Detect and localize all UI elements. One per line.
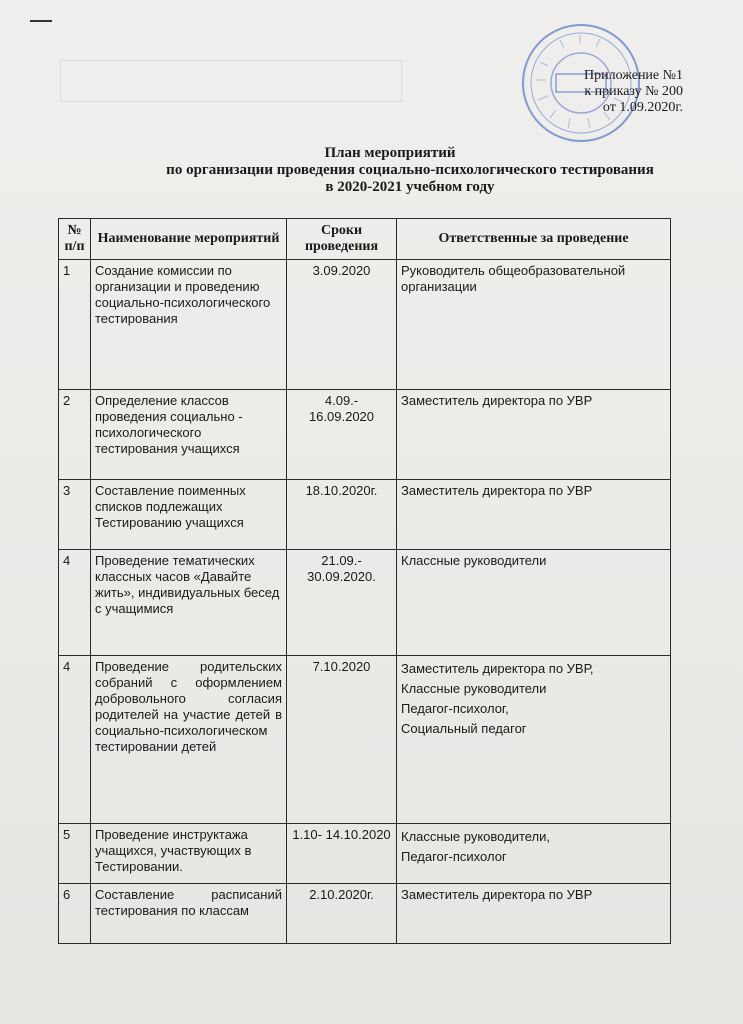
table-row	[59, 884, 671, 944]
appendix-line-1: Приложение №1	[584, 68, 683, 83]
responsible-line: Классные руководители,	[401, 829, 551, 844]
appendix-note	[584, 68, 683, 116]
responsible-line: Заместитель директора по УВР	[401, 887, 593, 902]
row-dates: 2.10.2020г.	[287, 884, 397, 944]
bleed-through	[60, 60, 402, 102]
appendix-line-3: от 1.09.2020г.	[602, 100, 683, 115]
responsible-line: Педагог-психолог,	[401, 701, 509, 716]
header-dates: Сроки проведения	[287, 219, 397, 260]
subtitle-line-1: по организации проведения социально-психологического тестирования	[166, 162, 654, 178]
subtitle-line-2: в 2020-2021 учебном году	[325, 179, 495, 195]
row-name: Составление поименных списков подлежащих Тестированию учащихся	[91, 480, 287, 550]
table-row	[59, 824, 671, 884]
header-responsible: Ответственные за проведение	[397, 219, 671, 260]
header-num: № п/п	[59, 219, 91, 260]
row-name: Проведение родительских собраний с оформлением добровольного согласия родителей на участие детей в социально-психологическом тестировании детей	[91, 656, 287, 824]
document-subtitle	[150, 162, 670, 196]
row-responsible	[397, 260, 671, 390]
events-table	[58, 218, 671, 944]
row-num: 4	[59, 656, 91, 824]
corner-mark	[30, 20, 52, 22]
table-row	[59, 480, 671, 550]
row-responsible	[397, 480, 671, 550]
table-header-row	[59, 219, 671, 260]
row-num: 6	[59, 884, 91, 944]
row-dates: 3.09.2020	[287, 260, 397, 390]
appendix-line-2: к приказу № 200	[584, 84, 683, 99]
table-row	[59, 656, 671, 824]
row-num: 4	[59, 550, 91, 656]
responsible-line: Классные руководители	[401, 553, 547, 568]
row-responsible	[397, 824, 671, 884]
row-num: 1	[59, 260, 91, 390]
row-dates: 21.09.- 30.09.2020.	[287, 550, 397, 656]
responsible-line: Социальный педагог	[401, 721, 527, 736]
document-title: План мероприятий	[324, 145, 456, 161]
row-dates: 7.10.2020	[287, 656, 397, 824]
row-responsible	[397, 390, 671, 480]
table-row	[59, 260, 671, 390]
row-name: Проведение инструктажа учащихся, участвующих в Тестировании.	[91, 824, 287, 884]
row-num: 3	[59, 480, 91, 550]
row-responsible	[397, 550, 671, 656]
row-name: Определение классов проведения социально - психологического тестирования учащихся	[91, 390, 287, 480]
responsible-line: Заместитель директора по УВР	[401, 483, 593, 498]
table-row	[59, 390, 671, 480]
row-num: 5	[59, 824, 91, 884]
table-row	[59, 550, 671, 656]
responsible-line: Заместитель директора по УВР	[401, 393, 593, 408]
row-name: Проведение тематических классных часов «Давайте жить», индивидуальных бесед с учащимися	[91, 550, 287, 656]
row-responsible	[397, 656, 671, 824]
responsible-line: Руководитель общеобразовательной организации	[401, 263, 626, 294]
responsible-line: Классные руководители	[401, 681, 547, 696]
responsible-line: Педагог-психолог	[401, 849, 507, 864]
header-name: Наименование мероприятий	[91, 219, 287, 260]
row-dates: 1.10- 14.10.2020	[287, 824, 397, 884]
row-dates: 18.10.2020г.	[287, 480, 397, 550]
row-responsible	[397, 884, 671, 944]
row-name: Составление расписаний тестирования по классам	[91, 884, 287, 944]
row-name: Создание комиссии по организации и проведению социально-психологического тестирования	[91, 260, 287, 390]
row-num: 2	[59, 390, 91, 480]
responsible-line: Заместитель директора по УВР,	[401, 661, 594, 676]
row-dates: 4.09.- 16.09.2020	[287, 390, 397, 480]
